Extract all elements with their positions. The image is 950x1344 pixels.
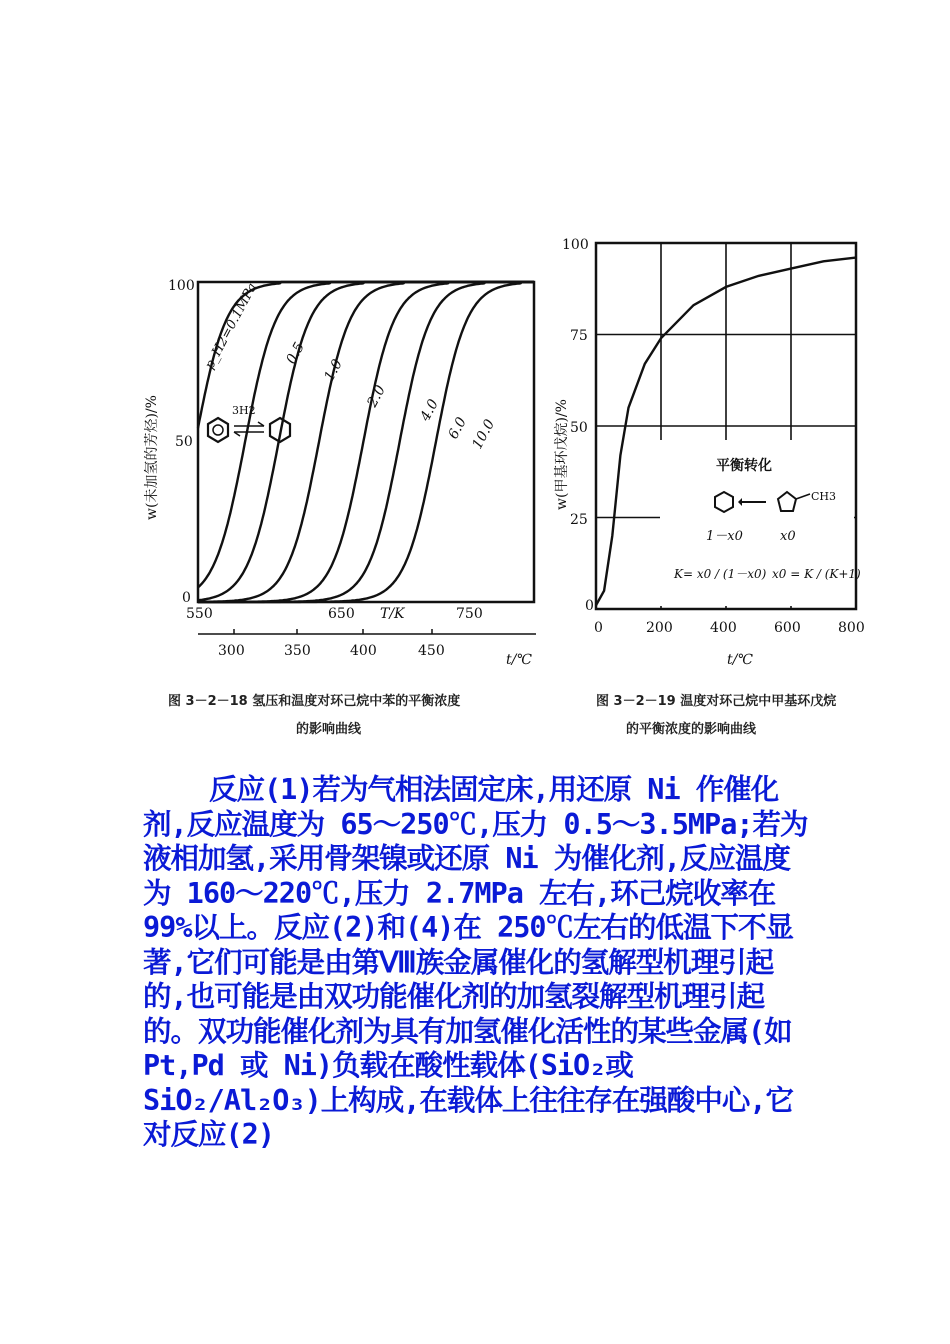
right-xtick-0: 0 <box>594 620 603 636</box>
left-ktick-550: 550 <box>186 606 213 622</box>
curve-label-0.5: 0.5 <box>283 339 308 367</box>
right-ytick-0: 0 <box>585 598 594 614</box>
curve-label-6.0: 6.0 <box>445 414 470 442</box>
benzene-icon <box>208 418 228 442</box>
curve-label-4.0: 4.0 <box>417 396 442 424</box>
left-ktick-750: 750 <box>456 606 483 622</box>
curve-label-2.0: 2.0 <box>364 382 389 410</box>
left-caption-line1: 图 3－2－18 氢压和温度对环己烷中苯的平衡浓度 <box>168 694 461 709</box>
right-xlabel: t/℃ <box>727 652 754 668</box>
curve-label-10.0: 10.0 <box>469 416 499 452</box>
right-caption-line1: 图 3－2－19 温度对环己烷中甲基环戊烷 <box>596 694 837 709</box>
left-ytick-50: 50 <box>175 434 193 450</box>
left-ctick-450: 450 <box>418 643 445 659</box>
left-ctick-350: 350 <box>284 643 311 659</box>
right-xtick-200: 200 <box>646 620 673 636</box>
left-ktick-650: 650 <box>328 606 355 622</box>
left-ytick-100: 100 <box>168 278 195 294</box>
left-xlabel-c: t/℃ <box>506 652 533 668</box>
right-caption-line2: 的平衡浓度的影响曲线 <box>626 722 757 737</box>
ch3-label: CH3 <box>811 490 837 503</box>
left-ylabel: w(未加氢的芳烃)/% <box>144 395 160 520</box>
curve-label-0.1: p_H2=0.1MPa <box>202 280 261 372</box>
curve-label-1.0: 1.0 <box>321 356 346 384</box>
left-caption-line2: 的影响曲线 <box>296 722 362 737</box>
right-ytick-25: 25 <box>570 512 588 528</box>
formula-k: K= x0 / (1－x0) <box>674 567 767 581</box>
right-ytick-100: 100 <box>562 237 589 253</box>
inset-right-label: x0 <box>780 529 796 544</box>
right-xtick-800: 800 <box>838 620 865 636</box>
right-ytick-75: 75 <box>570 328 588 344</box>
right-xtick-400: 400 <box>710 620 737 636</box>
left-xlabel-k: T/K <box>380 606 405 622</box>
right-ylabel: w(甲基环戊烷)/% <box>554 399 570 510</box>
right-chart <box>553 237 865 668</box>
right-figure-caption <box>596 688 896 744</box>
right-xtick-600: 600 <box>774 620 801 636</box>
left-ytick-0: 0 <box>182 590 191 606</box>
reaction-h2-label: 3H2 <box>232 404 256 417</box>
body-paragraph: 反应(1)若为气相法固定床,用还原 Ni 作催化剂,反应温度为 65～250℃,压力 0.5～3.5MPa;若为液相加氢,采用骨架镍或还原 Ni 为催化剂,反应温度为 160～220℃,压力 2.7MPa 左右,环己烷收率在 99%以上。反应(2)和(4)在 250℃左右的低温下不显著,它们可能是由第Ⅷ族金属催化的氢解型机理引起的,也可能是由双功能催化剂的加氢裂解型机理引起的。双功能催化剂为具有加氢催化活性的某些金属(如 Pt,Pd 或 Ni)负载在酸性载体(SiO₂或 SiO₂/Al₂O₃)上构成,在载体上往往存在强酸中心,它对反应(2) <box>143 773 808 1151</box>
left-figure-caption <box>168 688 568 744</box>
left-ctick-400: 400 <box>350 643 377 659</box>
formula-x0: x0 = K / (K+1) <box>772 567 861 581</box>
inset-left-label: 1－x0 <box>706 529 743 544</box>
left-chart <box>143 278 536 668</box>
right-ytick-50: 50 <box>570 420 588 436</box>
inset-title: 平衡转化 <box>716 458 772 474</box>
left-ctick-300: 300 <box>218 643 245 659</box>
